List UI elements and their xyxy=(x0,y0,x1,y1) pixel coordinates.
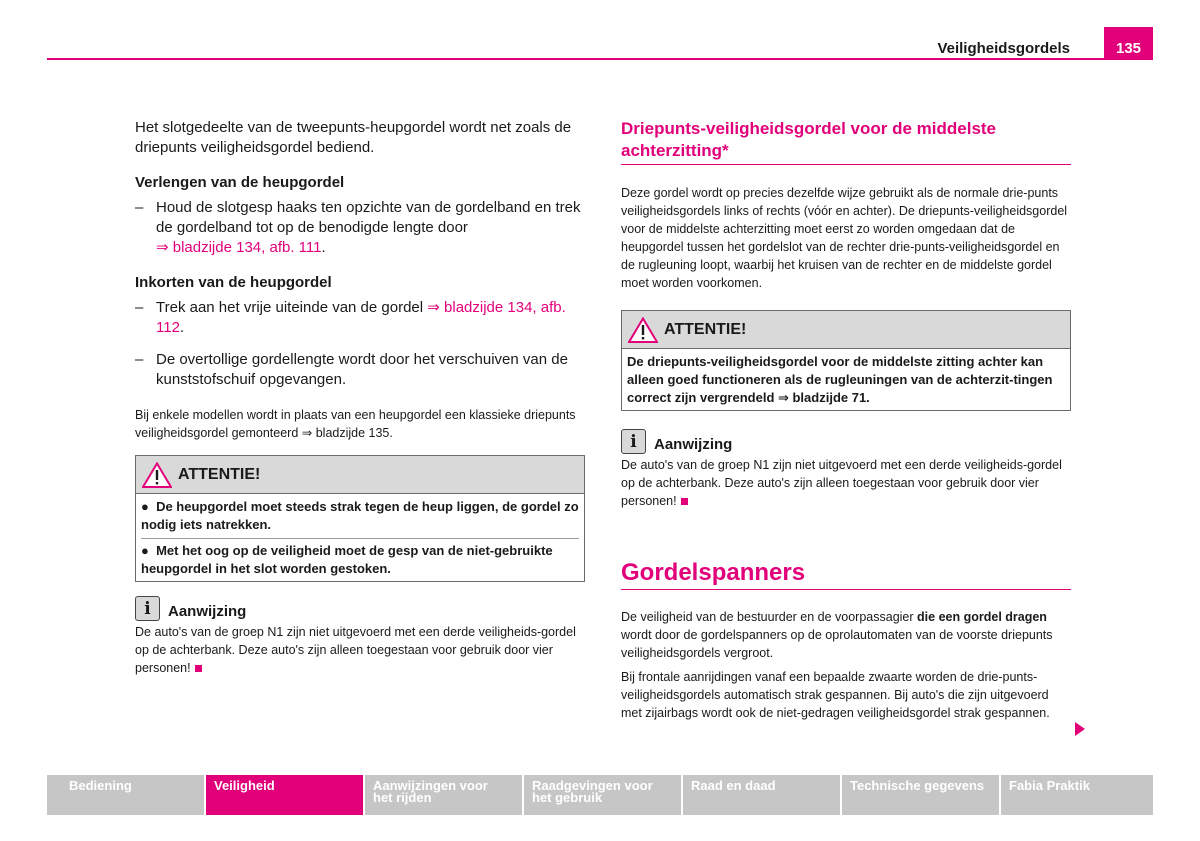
shorten-item-1: – Trek aan het vrije uiteinde van de gordel ⇒ bladzijde 134, afb. 112. xyxy=(135,299,566,336)
right-column xyxy=(621,118,1071,722)
next-page-arrow-icon[interactable] xyxy=(1075,722,1085,736)
middle-belt-heading: Driepunts-veiligheidsgordel voor de middelste achterzitting* xyxy=(621,118,1071,165)
header-rule xyxy=(47,58,1153,60)
warning-box-right xyxy=(621,310,1071,411)
nav-tab-raadgevingen[interactable]: Raadgevingen voor het gebruik xyxy=(524,775,681,815)
shorten-item-2: – De overtollige gordellengte wordt door het verschuiven van de kunststofschuif opgevangen. xyxy=(135,350,585,390)
small-note: Bij enkele modellen wordt in plaats van een heupgordel een klassieke driepunts veiligheidsgordel gemonteerd ⇒ bladzijde 135. xyxy=(135,408,576,440)
nav-tab-raad-en-daad[interactable]: Raad en daad xyxy=(683,775,840,815)
lengthen-text: Houd de slotgesp haaks ten opzichte van de gordelband en trek de gordelband tot op de benodigde lengte door xyxy=(156,199,581,236)
left-column xyxy=(135,118,585,677)
tip-title: Aanwijzing xyxy=(168,603,247,620)
warning-item: ● De heupgordel moet steeds strak tegen de heup liggen, de gordel zo nodig iets natrekken. xyxy=(141,499,579,532)
page-number: 135 xyxy=(1104,27,1153,60)
nav-tab-veiligheid[interactable]: Veiligheid xyxy=(206,775,363,815)
warning-title: ATTENTIE! xyxy=(664,320,747,338)
tip-title: Aanwijzing xyxy=(654,436,733,453)
shorten-link[interactable]: ⇒ bladzijde 134, afb. 112 xyxy=(156,299,566,336)
end-square-icon xyxy=(195,665,202,672)
warning-triangle-icon xyxy=(142,462,172,488)
lengthen-item: – Houd de slotgesp haaks ten opzichte van de gordelband en trek de gordelband tot op de benodigde lengte door ⇒ bladzijde 134, afb. 111. xyxy=(135,199,581,256)
middle-belt-body: Deze gordel wordt op precies dezelfde wijze gebruikt als de normale drie-punts veiligheidsgordels links of rechts (vóór en achter). De driepunts-veiligheidsgordel voor de middelste achterzitting moet eerst zo worden omgedaan dat de heupgordel tussen het gordelslot van de rechter drie-punts-veiligheidsgordel en de rugleuning loopt, waarbij het kruisen van de rechter en de middelste gordel moet worden voorkomen. xyxy=(621,186,1068,290)
intro-paragraph: Het slotgedeelte van de tweepunts-heupgordel wordt net zoals de driepunts veiligheidsgordel bediend. xyxy=(135,119,572,156)
nav-tab-bediening[interactable]: Bediening xyxy=(47,775,204,815)
chapter-nav xyxy=(47,775,1153,815)
tip-text: De auto's van de groep N1 zijn niet uitgevoerd met een derde veiligheids-gordel op de achterbank. Deze auto's zijn alleen toegestaan voor gebruik door vier personen! xyxy=(621,458,1062,508)
shorten-heading: Inkorten van de heupgordel xyxy=(135,274,332,291)
nav-tab-fabia-praktik[interactable]: Fabia Praktik xyxy=(1001,775,1153,815)
info-i-icon: i xyxy=(621,429,646,454)
end-square-icon xyxy=(681,498,688,505)
lengthen-link[interactable]: ⇒ bladzijde 134, afb. 111 xyxy=(156,239,322,256)
warning-item: ● Met het oog op de veiligheid moet de gesp van de niet-gebruikte heupgordel in het slot worden gestoken. xyxy=(141,538,579,578)
lengthen-heading: Verlengen van de heupgordel xyxy=(135,174,345,191)
warning-title: ATTENTIE! xyxy=(178,465,261,483)
section-title: Veiligheidsgordels xyxy=(937,40,1070,57)
warning-triangle-icon xyxy=(628,317,658,343)
tip-text: De auto's van de groep N1 zijn niet uitgevoerd met een derde veiligheids-gordel op de achterbank. Deze auto's zijn alleen toegestaan voor gebruik door vier personen! xyxy=(135,625,576,675)
warning-box-left xyxy=(135,455,585,582)
gordelspanners-p1: De veiligheid van de bestuurder en de voorpassagier die een gordel dragen wordt door de gordelspanners op de oprolautomaten van de voorste driepunts veiligheidsgordels vergroot. xyxy=(621,610,1053,660)
warning-text: De driepunts-veiligheidsgordel voor de middelste zitting achter kan alleen goed functioneren als de rugleuningen van de achterzit-tingen correct zijn vergrendeld ⇒ bladzijde 71. xyxy=(627,354,1053,405)
info-i-icon: i xyxy=(135,596,160,621)
gordelspanners-p2: Bij frontale aanrijdingen vanaf een bepaalde zwaarte worden de drie-punts-veiligheidsgordels automatisch strak gespannen. Bij auto's die zijn uitgevoerd met zijairbags wordt ook de niet-gedragen veiligheidsgordel strak gespannen. xyxy=(621,670,1050,720)
tip-left xyxy=(135,596,585,677)
shorten-text-1: Trek aan het vrije uiteinde van de gordel xyxy=(156,299,424,316)
tip-right xyxy=(621,429,1071,510)
shorten-text-2: De overtollige gordellengte wordt door het verschuiven van de kunststofschuif opgevangen. xyxy=(156,351,568,388)
nav-tab-aanwijzingen[interactable]: Aanwijzingen voor het rijden xyxy=(365,775,522,815)
nav-tab-technische-gegevens[interactable]: Technische gegevens xyxy=(842,775,999,815)
gordelspanners-heading: Gordelspanners xyxy=(621,558,1071,590)
